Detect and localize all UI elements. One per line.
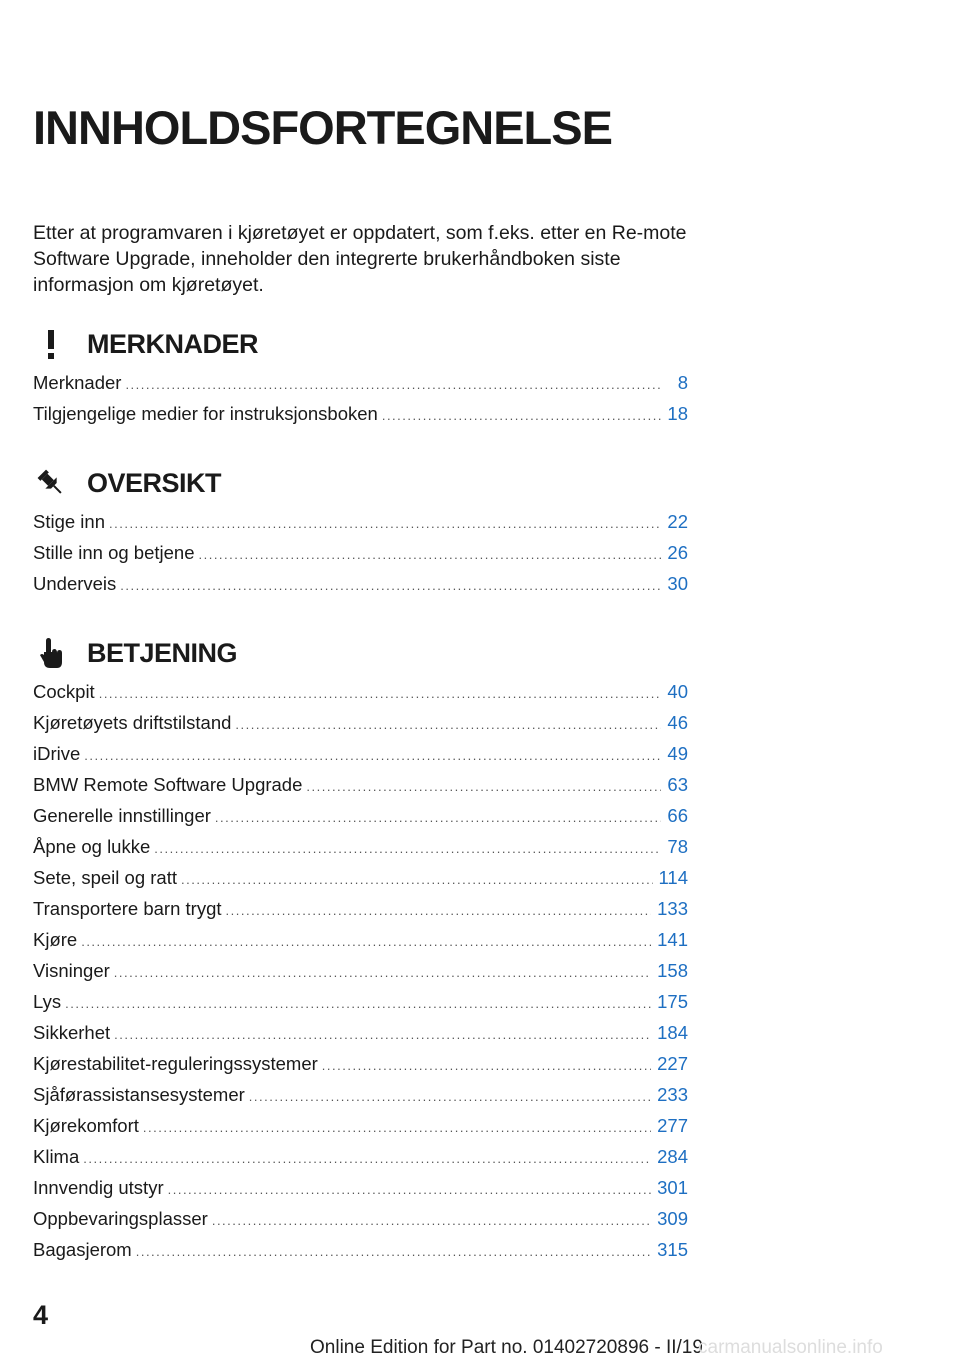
toc-entry-label: BMW Remote Software Upgrade [33,774,303,795]
toc-entry[interactable] [33,1177,688,1208]
toc-entry-page-link[interactable]: 30 [667,573,688,594]
dot-leader [81,934,651,949]
exclamation-icon [33,326,69,362]
toc-entry-label: Underveis [33,573,117,594]
toc-entry-label: Transportere barn trygt [33,898,222,919]
toc-entry[interactable] [33,403,688,434]
toc-entry[interactable] [33,898,688,929]
toc-entry-label: Generelle innstillinger [33,805,211,826]
toc-entry-label: Cockpit [33,681,95,702]
toc-entry[interactable] [33,929,688,960]
toc-entry[interactable] [33,1053,688,1084]
toc-entry-label: Kjørestabilitet-reguleringssystemer [33,1053,318,1074]
dot-leader [249,1089,651,1104]
dot-leader [322,1058,651,1073]
dot-leader [125,377,662,392]
toc-entry-page-link[interactable]: 18 [667,403,688,424]
toc-entry[interactable] [33,712,688,743]
toc-entry-page-link[interactable]: 40 [667,681,688,702]
intro-paragraph: Etter at programvaren i kjøretøyet er oppdatert, som f.eks. etter en Re-mote Software Upgrade, inneholder den integrerte brukerhåndboken siste informasjon om kjøretøyet. [33,222,687,296]
toc-entry[interactable] [33,1239,688,1270]
toc-entry-page-link[interactable]: 26 [667,542,688,563]
dot-leader [215,810,662,825]
toc-entry-label: Stige inn [33,511,105,532]
dot-leader [212,1213,651,1228]
dot-leader [109,516,661,531]
dot-leader [114,1027,651,1042]
toc-entry-page-link[interactable]: 277 [657,1115,688,1136]
dot-leader [143,1120,651,1135]
dot-leader [154,841,661,856]
toc-entry-label: Lys [33,991,62,1012]
toc-entry[interactable] [33,836,688,867]
toc-entry[interactable] [33,573,688,604]
toc-entry-label: Bagasjerom [33,1239,132,1260]
toc-entry-label: Sikkerhet [33,1022,111,1043]
section-title: MERKNADER [87,328,258,359]
toc-entry-page-link[interactable]: 158 [657,960,688,981]
toc-entry-page-link[interactable]: 141 [657,929,688,950]
toc-entry-label: Kjøre [33,929,78,950]
toc-entry-page-link[interactable]: 301 [657,1177,688,1198]
toc-entry-page-link[interactable]: 309 [657,1208,688,1229]
table-of-contents [33,322,688,1270]
dot-leader [120,578,661,593]
toc-entry-page-link[interactable]: 133 [657,898,688,919]
dot-leader [382,408,662,423]
toc-entry[interactable] [33,372,688,403]
toc-entry-page-link[interactable]: 184 [657,1022,688,1043]
footer [0,1335,960,1362]
toc-entry-label: Klima [33,1146,80,1167]
toc-entry[interactable] [33,774,688,805]
section-title: BETJENING [87,637,238,668]
dot-leader [235,717,661,732]
pin-icon [33,465,69,501]
toc-entry[interactable] [33,743,688,774]
dot-leader [136,1244,651,1259]
section-heading [33,322,688,366]
toc-entry-page-link[interactable]: 8 [677,372,688,393]
toc-entry-page-link[interactable]: 315 [657,1239,688,1260]
toc-entry-page-link[interactable]: 78 [667,836,688,857]
toc-entry-page-link[interactable]: 46 [667,712,688,733]
section-heading [33,461,688,505]
toc-entry-label: Kjøretøyets driftstilstand [33,712,232,733]
toc-entry-label: Kjørekomfort [33,1115,139,1136]
dot-leader [198,547,661,562]
dot-leader [83,1151,651,1166]
toc-entry[interactable] [33,511,688,542]
section-title: OVERSIKT [87,467,222,498]
dot-leader [306,779,661,794]
toc-entry-label: Oppbevaringsplasser [33,1208,208,1229]
toc-entry-label: Sjåførassistansesystemer [33,1084,245,1105]
toc-entry-page-link[interactable]: 63 [667,774,688,795]
toc-entry[interactable] [33,991,688,1022]
toc-entry[interactable] [33,542,688,573]
toc-entry-label: Tilgjengelige medier for instruksjonsboken [33,403,378,424]
toc-entry-page-link[interactable]: 66 [667,805,688,826]
toc-entry-label: Sete, speil og ratt [33,867,177,888]
dot-leader [65,996,651,1011]
toc-entry[interactable] [33,681,688,712]
toc-entry-page-link[interactable]: 227 [657,1053,688,1074]
toc-entry-page-link[interactable]: 175 [657,991,688,1012]
toc-entry-label: Innvendig utstyr [33,1177,164,1198]
toc-entry-page-link[interactable]: 49 [667,743,688,764]
section-merknader [33,322,688,434]
section-betjening [33,631,688,1270]
page-title: INNHOLDSFORTEGNELSE [33,101,612,154]
dot-leader [168,1182,652,1197]
toc-entry[interactable] [33,1146,688,1177]
toc-entry[interactable] [33,805,688,836]
toc-entry-page-link[interactable]: 22 [667,511,688,532]
footer-watermark: carmanualsonline.info [698,1337,883,1358]
toc-entry-label: Åpne og lukke [33,836,151,857]
toc-entry[interactable] [33,960,688,991]
footer-edition-text: Online Edition for Part no. 01402720896 - II/19 [310,1337,703,1358]
toc-entry[interactable] [33,1208,688,1239]
hand-pointer-icon [33,635,69,671]
dot-leader [114,965,651,980]
toc-entry-label: iDrive [33,743,81,764]
toc-entry-page-link[interactable]: 284 [657,1146,688,1167]
dot-leader [99,686,662,701]
toc-entry-page-link[interactable]: 233 [657,1084,688,1105]
page-number: 4 [33,1300,49,1330]
dot-leader [84,748,661,763]
section-oversikt [33,461,688,604]
section-heading [33,631,688,675]
toc-entry-label: Stille inn og betjene [33,542,195,563]
toc-entry[interactable] [33,1022,688,1053]
dot-leader [226,903,652,918]
dot-leader [181,872,653,887]
toc-entry[interactable] [33,1084,688,1115]
toc-entry-page-link[interactable]: 114 [658,867,688,888]
toc-entry[interactable] [33,1115,688,1146]
toc-entry-label: Merknader [33,372,122,393]
toc-entry[interactable] [33,867,688,898]
toc-entry-label: Visninger [33,960,110,981]
